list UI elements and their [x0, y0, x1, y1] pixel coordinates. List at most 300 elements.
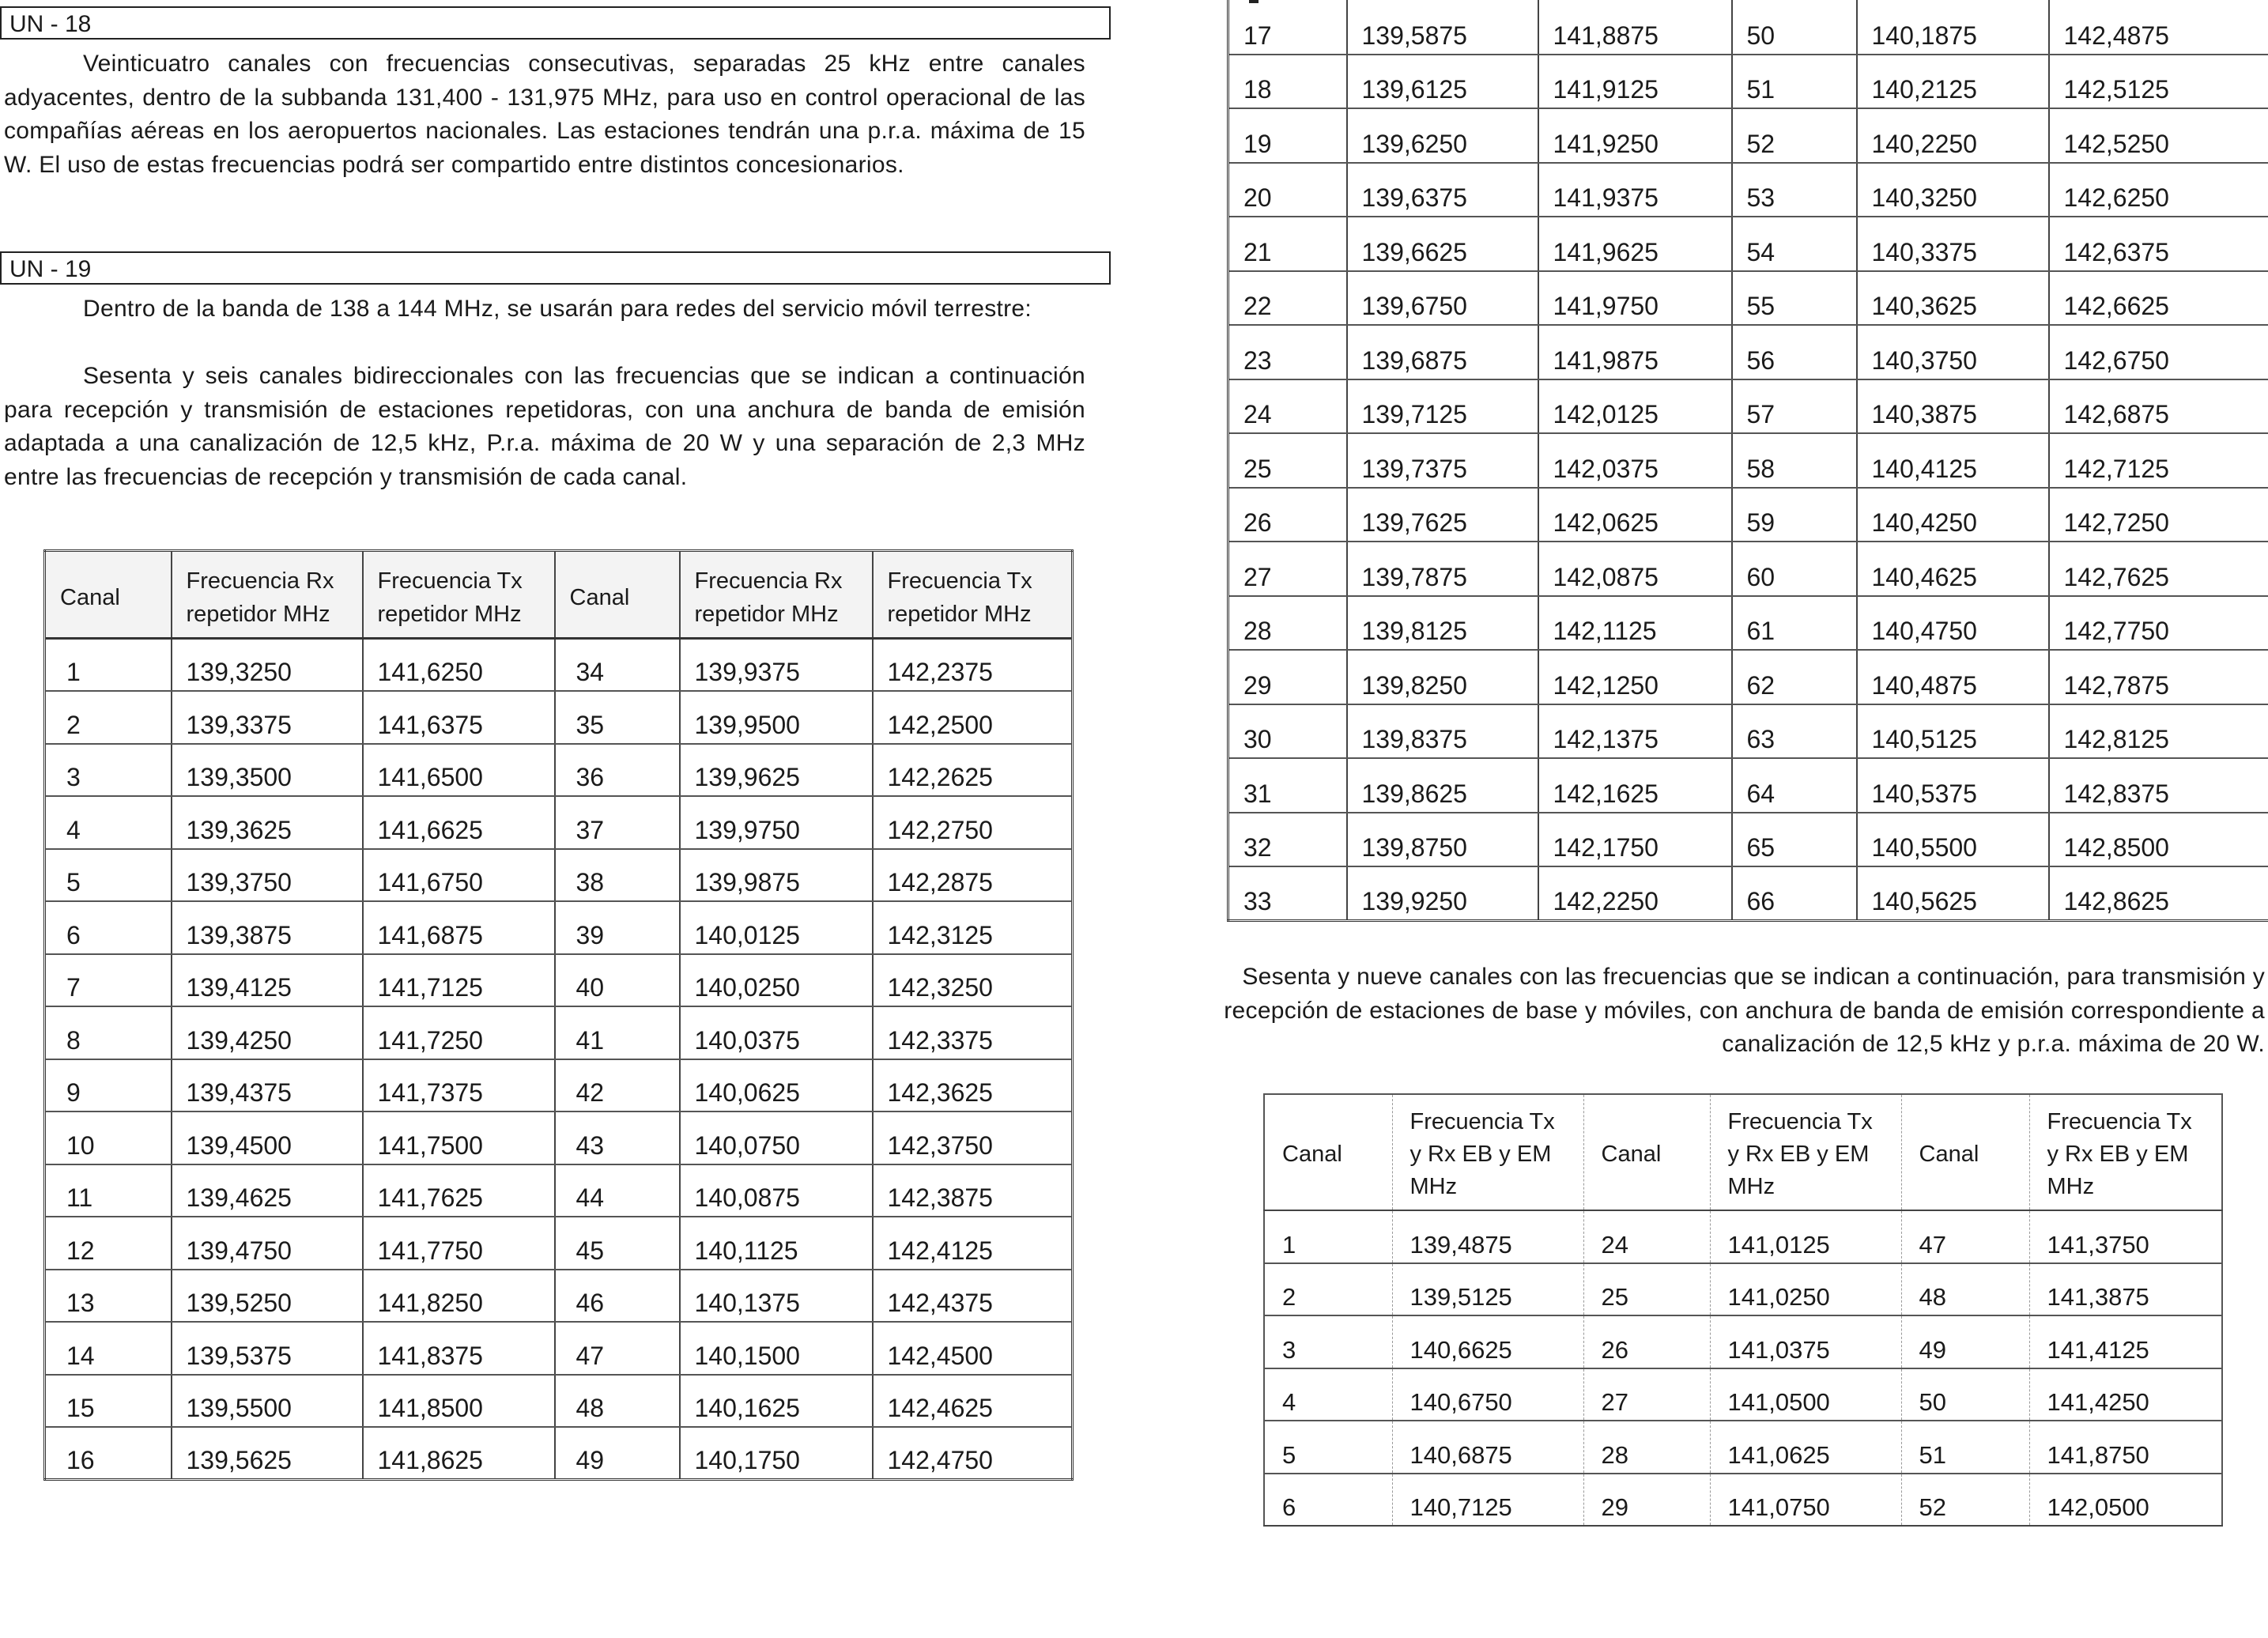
- table-row: [1228, 488, 2268, 542]
- channel-cell: 1: [1264, 1210, 1392, 1263]
- channel-cell: 10: [45, 1112, 172, 1164]
- table-row: [45, 954, 1073, 1007]
- frequency-cell: 139,3250: [172, 639, 363, 692]
- frequency-cell: 139,4500: [172, 1112, 363, 1164]
- frequency-cell: 139,3625: [172, 796, 363, 849]
- frequency-cell: 139,7125: [1347, 379, 1538, 434]
- frequency-cell: 139,3500: [172, 744, 363, 797]
- channel-cell: 47: [555, 1322, 680, 1375]
- frequency-cell: 139,4875: [1392, 1210, 1583, 1263]
- channel-cell: 12: [45, 1217, 172, 1270]
- channel-cell: 141,0750: [1710, 1474, 1901, 1527]
- frequency-cell: 139,9875: [680, 849, 873, 902]
- frequency-cell: 140,3750: [1857, 325, 2049, 379]
- frequency-cell: 142,3625: [873, 1059, 1073, 1112]
- frequency-cell: 140,6875: [1392, 1421, 1583, 1474]
- column-header: Canal: [1901, 1094, 2029, 1210]
- frequency-cell: 141,6375: [363, 691, 555, 744]
- frequency-cell: 142,0375: [1538, 433, 1732, 488]
- channel-cell: 141,0500: [1710, 1368, 1901, 1421]
- frequency-cell: 142,4125: [873, 1217, 1073, 1270]
- channel-cell: 14: [45, 1322, 172, 1375]
- channel-cell: 55: [1732, 271, 1857, 326]
- table-row: [45, 639, 1073, 692]
- channel-cell: 21: [1228, 217, 1347, 271]
- table-row: [45, 1270, 1073, 1323]
- frequency-cell: 140,1375: [680, 1270, 873, 1323]
- frequency-cell: 141,8375: [363, 1322, 555, 1375]
- table-row: [1228, 55, 2268, 109]
- channel-cell: 6: [45, 901, 172, 954]
- table-row: [1228, 704, 2268, 759]
- channel-cell: 11: [45, 1164, 172, 1217]
- frequency-cell: 140,0375: [680, 1006, 873, 1059]
- frequency-cell: 28: [1583, 1421, 1710, 1474]
- un19-paragraph-1: [4, 292, 1085, 326]
- table-row: [45, 744, 1073, 797]
- channel-cell: 4: [1264, 1368, 1392, 1421]
- frequency-cell: 140,0750: [680, 1112, 873, 1164]
- frequency-cell: 140,3625: [1857, 271, 2049, 326]
- frequency-cell: 139,4375: [172, 1059, 363, 1112]
- frequency-cell: 142,2250: [1538, 866, 1732, 921]
- frequency-cell: 139,9750: [680, 796, 873, 849]
- frequency-cell: 139,9625: [680, 744, 873, 797]
- frequency-cell: 139,4125: [172, 954, 363, 1007]
- table-row: [1228, 433, 2268, 488]
- frequency-cell: 25: [1583, 1263, 1710, 1316]
- frequency-cell: 141,4125: [2029, 1315, 2222, 1368]
- frequency-cell: 141,4250: [2029, 1368, 2222, 1421]
- frequency-cell: 140,5500: [1857, 813, 2049, 867]
- column-header: Frecuencia Tx y Rx EB y EM MHz: [1710, 1094, 1901, 1210]
- frequency-cell: 142,8375: [2049, 758, 2268, 813]
- frequency-cell: 142,3375: [873, 1006, 1073, 1059]
- channel-cell: 56: [1732, 325, 1857, 379]
- channel-cell: 35: [555, 691, 680, 744]
- frequency-cell: 142,8125: [2049, 704, 2268, 759]
- channel-cell: 33: [1228, 866, 1347, 921]
- frequency-cell: 141,9375: [1538, 163, 1732, 217]
- table-row: [45, 1006, 1073, 1059]
- channel-cell: 25: [1228, 433, 1347, 488]
- frequency-cell: 139,5375: [172, 1322, 363, 1375]
- frequency-cell: 141,7250: [363, 1006, 555, 1059]
- channel-cell: 7: [45, 954, 172, 1007]
- frequency-cell: 140,0875: [680, 1164, 873, 1217]
- frequency-cell: 142,8500: [2049, 813, 2268, 867]
- channel-cell: 38: [555, 849, 680, 902]
- table-row: [45, 1322, 1073, 1375]
- frequency-cell: 141,8875: [1538, 0, 1732, 55]
- channel-cell: 49: [555, 1427, 680, 1480]
- table-row: [1228, 596, 2268, 651]
- frequency-cell: 139,5250: [172, 1270, 363, 1323]
- channel-cell: 26: [1228, 488, 1347, 542]
- frequency-cell: 142,6750: [2049, 325, 2268, 379]
- channel-cell: 48: [555, 1375, 680, 1428]
- frequency-cell: 50: [1901, 1368, 2029, 1421]
- frequency-cell: 142,7750: [2049, 596, 2268, 651]
- frequency-cell: 142,6375: [2049, 217, 2268, 271]
- table-row: [1228, 758, 2268, 813]
- table-row: [1264, 1474, 2222, 1527]
- frequency-cell: 139,8750: [1347, 813, 1538, 867]
- frequency-cell: 142,6250: [2049, 163, 2268, 217]
- channel-cell: 15: [45, 1375, 172, 1428]
- table-row: [45, 1427, 1073, 1480]
- frequency-cell: 140,0125: [680, 901, 873, 954]
- frequency-cell: 140,0250: [680, 954, 873, 1007]
- frequency-cell: 139,3375: [172, 691, 363, 744]
- frequency-cell: 139,6375: [1347, 163, 1538, 217]
- frequency-cell: 139,8250: [1347, 650, 1538, 704]
- channel-cell: 30: [1228, 704, 1347, 759]
- frequency-cell: 139,5500: [172, 1375, 363, 1428]
- channel-cell: 24: [1228, 379, 1347, 434]
- channel-cell: 34: [555, 639, 680, 692]
- frequency-cell: 140,1750: [680, 1427, 873, 1480]
- channel-cell: 20: [1228, 163, 1347, 217]
- channel-cell: 58: [1732, 433, 1857, 488]
- frequency-cell: 140,2250: [1857, 108, 2049, 163]
- frequency-cell: 140,1500: [680, 1322, 873, 1375]
- frequency-cell: 142,4875: [2049, 0, 2268, 55]
- frequency-cell: 140,3250: [1857, 163, 2049, 217]
- channel-cell: 18: [1228, 55, 1347, 109]
- table-row: [1228, 379, 2268, 434]
- table-row: [1264, 1263, 2222, 1316]
- frequency-cell: 139,7375: [1347, 433, 1538, 488]
- frequency-cell: 140,4875: [1857, 650, 2049, 704]
- channel-cell: 23: [1228, 325, 1347, 379]
- frequency-cell: 142,1250: [1538, 650, 1732, 704]
- frequency-cell: 140,1625: [680, 1375, 873, 1428]
- frequency-cell: 140,6750: [1392, 1368, 1583, 1421]
- frequency-cell: 141,7125: [363, 954, 555, 1007]
- frequency-cell: 142,7875: [2049, 650, 2268, 704]
- frequency-cell: 141,6500: [363, 744, 555, 797]
- channel-cell: 44: [555, 1164, 680, 1217]
- frequency-cell: 140,7125: [1392, 1474, 1583, 1527]
- frequency-cell: 48: [1901, 1263, 2029, 1316]
- channel-cell: 54: [1732, 217, 1857, 271]
- table-row: [1228, 866, 2268, 921]
- frequency-cell: 141,9250: [1538, 108, 1732, 163]
- channel-cell: 39: [555, 901, 680, 954]
- frequency-cell: 141,9875: [1538, 325, 1732, 379]
- channel-cell: 141,0125: [1710, 1210, 1901, 1263]
- channel-cell: 31: [1228, 758, 1347, 813]
- column-header: Frecuencia Tx y Rx EB y EM MHz: [1392, 1094, 1583, 1210]
- frequency-cell: 142,6875: [2049, 379, 2268, 434]
- channel-cell: 16: [45, 1427, 172, 1480]
- table-row: [45, 901, 1073, 954]
- base-mobile-table: [1263, 1093, 2223, 1527]
- frequency-cell: 139,6250: [1347, 108, 1538, 163]
- channel-cell: 9: [45, 1059, 172, 1112]
- channel-cell: 65: [1732, 813, 1857, 867]
- frequency-cell: 140,5625: [1857, 866, 2049, 921]
- frequency-cell: 141,6875: [363, 901, 555, 954]
- frequency-cell: 139,3875: [172, 901, 363, 954]
- channel-cell: 36: [555, 744, 680, 797]
- frequency-cell: 142,1750: [1538, 813, 1732, 867]
- table-row: [1228, 271, 2268, 326]
- frequency-cell: 141,8250: [363, 1270, 555, 1323]
- frequency-cell: 139,6625: [1347, 217, 1538, 271]
- table-row: [45, 796, 1073, 849]
- un19-paragraph-2: [4, 360, 1085, 494]
- frequency-cell: 142,3750: [873, 1112, 1073, 1164]
- table-row: [1228, 163, 2268, 217]
- channel-cell: 52: [1732, 108, 1857, 163]
- frequency-cell: 139,4625: [172, 1164, 363, 1217]
- table-header-row: [45, 551, 1073, 639]
- frequency-cell: 142,5250: [2049, 108, 2268, 163]
- channel-cell: 19: [1228, 108, 1347, 163]
- channel-cell: 40: [555, 954, 680, 1007]
- un19-text-1: Dentro de la banda de 138 a 144 MHz, se usarán para redes del servicio móvil terrestre:: [83, 296, 1032, 322]
- frequency-cell: 141,3875: [2029, 1263, 2222, 1316]
- frequency-cell: 140,3875: [1857, 379, 2049, 434]
- frequency-cell: 26: [1583, 1315, 1710, 1368]
- channel-cell: 41: [555, 1006, 680, 1059]
- channel-cell: 141,0375: [1710, 1315, 1901, 1368]
- channel-cell: 5: [45, 849, 172, 902]
- un18-paragraph: [4, 47, 1085, 182]
- frequency-cell: 139,9250: [1347, 866, 1538, 921]
- frequency-cell: 142,1125: [1538, 596, 1732, 651]
- table-row: [45, 1217, 1073, 1270]
- table-row: [1228, 0, 2268, 55]
- frequency-cell: 139,6875: [1347, 325, 1538, 379]
- table-row: [45, 849, 1073, 902]
- frequency-cell: 139,7625: [1347, 488, 1538, 542]
- frequency-cell: 140,1875: [1857, 0, 2049, 55]
- frequency-cell: 140,4125: [1857, 433, 2049, 488]
- frequency-cell: 142,1375: [1538, 704, 1732, 759]
- un18-text: Veinticuatro canales con frecuencias consecutivas, separadas 25 kHz entre canales adyacentes, dentro de la subbanda 131,400 - 131,975 MHz, para uso en control operacional de las compañías aéreas en los aeropuertos nacionales. Las estaciones tendrán una p.r.a. máxima de 15 W. El uso de estas frecuencias podrá ser compartido entre distintos concesionarios.: [4, 51, 1085, 178]
- un19-label: UN - 19: [0, 251, 1111, 285]
- frequency-cell: 24: [1583, 1210, 1710, 1263]
- channel-cell: 3: [1264, 1315, 1392, 1368]
- frequency-cell: 139,6750: [1347, 271, 1538, 326]
- table-row: [1228, 650, 2268, 704]
- frequency-cell: 47: [1901, 1210, 2029, 1263]
- frequency-cell: 141,6625: [363, 796, 555, 849]
- column-header: Canal: [45, 551, 172, 639]
- channel-cell: 42: [555, 1059, 680, 1112]
- table-row: [1228, 542, 2268, 596]
- table-row: [1264, 1315, 2222, 1368]
- frequency-cell: 142,5125: [2049, 55, 2268, 109]
- table-row: [1264, 1210, 2222, 1263]
- frequency-cell: 139,3750: [172, 849, 363, 902]
- frequency-cell: 142,0875: [1538, 542, 1732, 596]
- column-header: Frecuencia Tx repetidor MHz: [363, 551, 555, 639]
- channel-cell: 2: [45, 691, 172, 744]
- channel-cell: 37: [555, 796, 680, 849]
- frequency-cell: 140,0625: [680, 1059, 873, 1112]
- base-mobile-paragraph: [1202, 961, 2265, 1062]
- frequency-cell: 139,8625: [1347, 758, 1538, 813]
- channel-cell: 61: [1732, 596, 1857, 651]
- frequency-cell: 142,6625: [2049, 271, 2268, 326]
- frequency-cell: 141,3750: [2029, 1210, 2222, 1263]
- table-row: [1228, 108, 2268, 163]
- frequency-cell: 142,4625: [873, 1375, 1073, 1428]
- channel-cell: 5: [1264, 1421, 1392, 1474]
- channel-cell: 28: [1228, 596, 1347, 651]
- frequency-cell: 142,1625: [1538, 758, 1732, 813]
- channel-cell: 27: [1228, 542, 1347, 596]
- frequency-cell: 142,2500: [873, 691, 1073, 744]
- channel-cell: 4: [45, 796, 172, 849]
- table-row: [1228, 813, 2268, 867]
- frequency-cell: 141,7625: [363, 1164, 555, 1217]
- table-row: [1228, 217, 2268, 271]
- table-row: [45, 691, 1073, 744]
- table-row: [1264, 1421, 2222, 1474]
- frequency-cell: 142,0125: [1538, 379, 1732, 434]
- table-row: [45, 1112, 1073, 1164]
- channel-cell: 66: [1732, 866, 1857, 921]
- channel-cell: 59: [1732, 488, 1857, 542]
- channel-cell: 43: [555, 1112, 680, 1164]
- frequency-cell: 142,2875: [873, 849, 1073, 902]
- frequency-cell: 139,5125: [1392, 1263, 1583, 1316]
- frequency-cell: 141,8500: [363, 1375, 555, 1428]
- frequency-cell: 142,2375: [873, 639, 1073, 692]
- table-row: [45, 1059, 1073, 1112]
- channel-cell: 46: [555, 1270, 680, 1323]
- frequency-cell: 142,0500: [2029, 1474, 2222, 1527]
- frequency-cell: 27: [1583, 1368, 1710, 1421]
- column-header: Frecuencia Tx y Rx EB y EM MHz: [2029, 1094, 2222, 1210]
- frequency-cell: 140,4250: [1857, 488, 2049, 542]
- frequency-cell: 139,8125: [1347, 596, 1538, 651]
- frequency-cell: 140,5375: [1857, 758, 2049, 813]
- table-row: [45, 1375, 1073, 1428]
- channel-cell: 50: [1732, 0, 1857, 55]
- frequency-cell: 49: [1901, 1315, 2029, 1368]
- un19-text-2: Sesenta y seis canales bidireccionales con las frecuencias que se indican a continuación para recepción y transmisión de estaciones repetidoras, con una anchura de banda de emisión adaptada a una canalización de 12,5 kHz, P.r.a. máxima de 20 W y una separación de 2,3 MHz entre las frecuencias de recepción y transmisión de cada canal.: [4, 363, 1085, 490]
- frequency-cell: 142,4750: [873, 1427, 1073, 1480]
- channel-cell: 22: [1228, 271, 1347, 326]
- frequency-cell: 139,5625: [172, 1427, 363, 1480]
- frequency-cell: 139,9375: [680, 639, 873, 692]
- frequency-cell: 140,6625: [1392, 1315, 1583, 1368]
- frequency-cell: 141,6250: [363, 639, 555, 692]
- column-header: Canal: [1264, 1094, 1392, 1210]
- repeater-table-part-1: [43, 549, 1074, 1481]
- frequency-cell: 140,5125: [1857, 704, 2049, 759]
- channel-cell: 141,0625: [1710, 1421, 1901, 1474]
- channel-cell: 2: [1264, 1263, 1392, 1316]
- frequency-cell: 142,8625: [2049, 866, 2268, 921]
- channel-cell: 62: [1732, 650, 1857, 704]
- column-header: Canal: [1583, 1094, 1710, 1210]
- table-row: [45, 1164, 1073, 1217]
- frequency-cell: 139,7875: [1347, 542, 1538, 596]
- channel-cell: 1: [45, 639, 172, 692]
- table-row: [1264, 1368, 2222, 1421]
- channel-cell: 64: [1732, 758, 1857, 813]
- frequency-cell: 141,6750: [363, 849, 555, 902]
- frequency-cell: 142,2750: [873, 796, 1073, 849]
- frequency-cell: 142,3125: [873, 901, 1073, 954]
- frequency-cell: 142,7625: [2049, 542, 2268, 596]
- column-header: Canal: [555, 551, 680, 639]
- channel-cell: 63: [1732, 704, 1857, 759]
- repeater-table-part-2: [1227, 0, 2268, 922]
- frequency-cell: 141,7375: [363, 1059, 555, 1112]
- frequency-cell: 140,4750: [1857, 596, 2049, 651]
- frequency-cell: 140,1125: [680, 1217, 873, 1270]
- table-row: [1228, 325, 2268, 379]
- channel-cell: 6: [1264, 1474, 1392, 1527]
- channel-cell: 17: [1228, 0, 1347, 55]
- frequency-cell: 142,3250: [873, 954, 1073, 1007]
- frequency-cell: 141,8625: [363, 1427, 555, 1480]
- frequency-cell: 139,4250: [172, 1006, 363, 1059]
- frequency-cell: 140,2125: [1857, 55, 2049, 109]
- channel-cell: 45: [555, 1217, 680, 1270]
- frequency-cell: 142,0625: [1538, 488, 1732, 542]
- table-header-row: [1264, 1094, 2222, 1210]
- frequency-cell: 139,9500: [680, 691, 873, 744]
- frequency-cell: 140,4625: [1857, 542, 2049, 596]
- frequency-cell: 141,7750: [363, 1217, 555, 1270]
- frequency-cell: 29: [1583, 1474, 1710, 1527]
- channel-cell: 53: [1732, 163, 1857, 217]
- column-header: Frecuencia Tx repetidor MHz: [873, 551, 1073, 639]
- channel-cell: 141,0250: [1710, 1263, 1901, 1316]
- frequency-cell: 141,9750: [1538, 271, 1732, 326]
- frequency-cell: 139,6125: [1347, 55, 1538, 109]
- frequency-cell: 142,4375: [873, 1270, 1073, 1323]
- channel-cell: 51: [1732, 55, 1857, 109]
- frequency-cell: 141,7500: [363, 1112, 555, 1164]
- frequency-cell: 52: [1901, 1474, 2029, 1527]
- frequency-cell: 139,5875: [1347, 0, 1538, 55]
- frequency-cell: 142,4500: [873, 1322, 1073, 1375]
- frequency-cell: 141,8750: [2029, 1421, 2222, 1474]
- channel-cell: 32: [1228, 813, 1347, 867]
- frequency-cell: 141,9125: [1538, 55, 1732, 109]
- channel-cell: 13: [45, 1270, 172, 1323]
- frequency-cell: 139,4750: [172, 1217, 363, 1270]
- frequency-cell: 142,2625: [873, 744, 1073, 797]
- frequency-cell: 139,8375: [1347, 704, 1538, 759]
- column-header: Frecuencia Rx repetidor MHz: [172, 551, 363, 639]
- channel-cell: 57: [1732, 379, 1857, 434]
- column-header: Frecuencia Rx repetidor MHz: [680, 551, 873, 639]
- frequency-cell: 141,9625: [1538, 217, 1732, 271]
- un18-label: UN - 18: [0, 6, 1111, 40]
- frequency-cell: 142,3875: [873, 1164, 1073, 1217]
- channel-cell: 3: [45, 744, 172, 797]
- frequency-cell: 140,3375: [1857, 217, 2049, 271]
- frequency-cell: 142,7250: [2049, 488, 2268, 542]
- channel-cell: 29: [1228, 650, 1347, 704]
- frequency-cell: 51: [1901, 1421, 2029, 1474]
- channel-cell: 8: [45, 1006, 172, 1059]
- channel-cell: 60: [1732, 542, 1857, 596]
- base-mobile-text: Sesenta y nueve canales con las frecuencias que se indican a continuación, para transmisión y recepción de estaciones de base y móviles, con anchura de banda de emisión correspondiente a canalización de 12,5 kHz y p.r.a. máxima de 20 W.: [1224, 964, 2265, 1057]
- frequency-cell: 142,7125: [2049, 433, 2268, 488]
